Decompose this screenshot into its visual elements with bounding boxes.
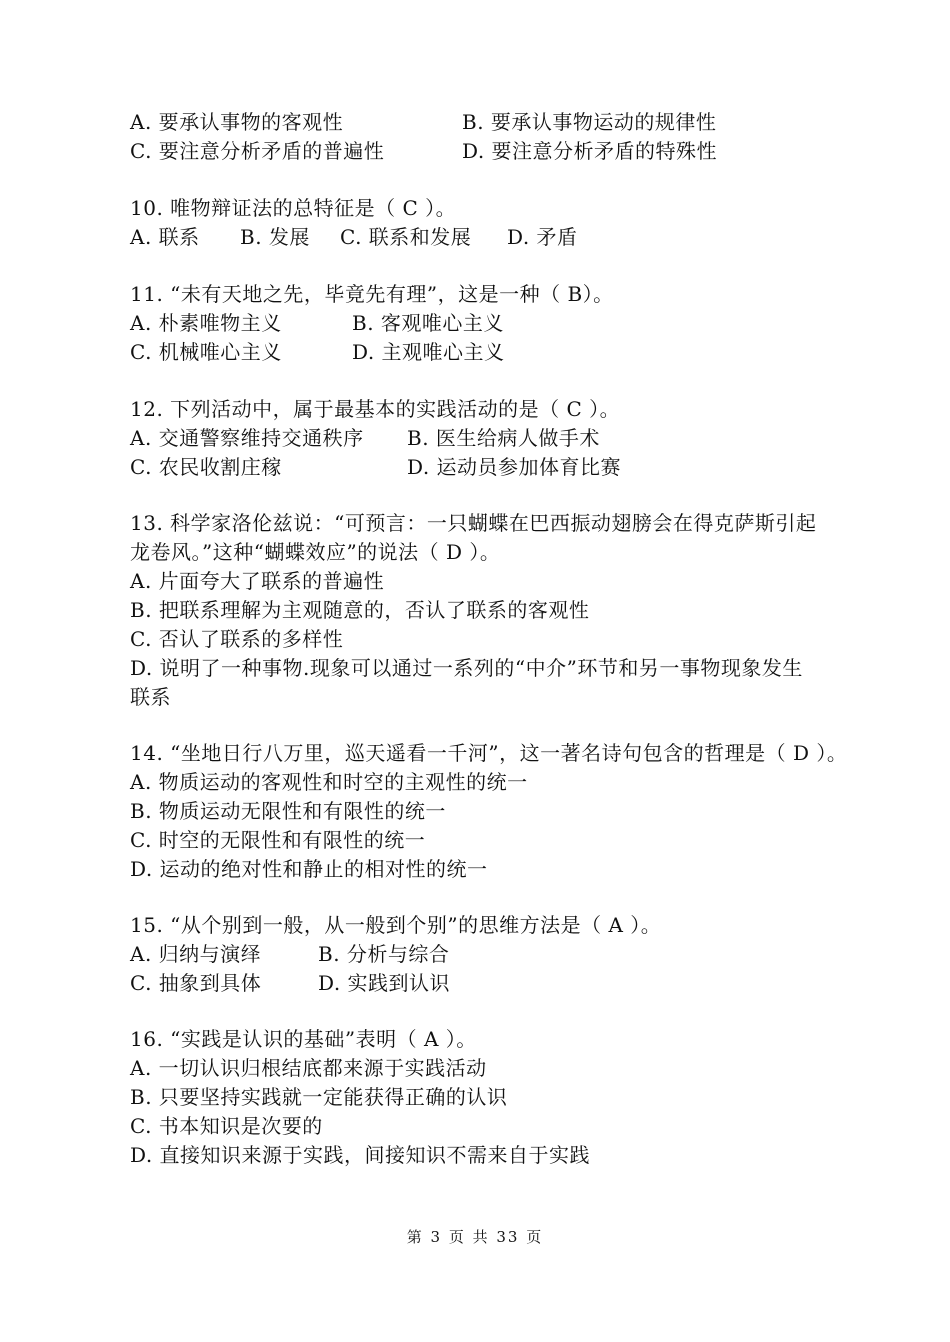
- q9-option-c: C. 要注意分析矛盾的普遍性: [130, 139, 385, 163]
- q12-option-b: B. 医生给病人做手术: [407, 426, 600, 450]
- q12-stem: 12. 下列活动中，属于最基本的实践活动的是（ C ）。: [130, 397, 621, 421]
- q15-option-d: D. 实践到认识: [318, 971, 451, 995]
- q10-stem: 10. 唯物辩证法的总特征是（ C ）。: [130, 196, 457, 220]
- q11-option-d: D. 主观唯心主义: [352, 340, 505, 364]
- q15-option-c: C. 抽象到具体: [130, 971, 262, 995]
- q10-option-a: A. 联系: [130, 225, 200, 249]
- q16-option-d: D. 直接知识来源于实践，间接知识不需来自于实践: [130, 1143, 591, 1167]
- q9-option-b: B. 要承认事物运动的规律性: [462, 110, 717, 134]
- page-number-footer: 第 3 页 共 33 页: [406, 1228, 544, 1246]
- q13-option-a: A. 片面夸大了联系的普遍性: [130, 569, 385, 593]
- q13-option-c: C. 否认了联系的多样性: [130, 627, 344, 651]
- q13-option-b: B. 把联系理解为主观随意的，否认了联系的客观性: [130, 598, 590, 622]
- q11-stem: 11. “未有天地之先，毕竟先有理”，这是一种（ B）。: [130, 282, 614, 306]
- q14-stem: 14. “坐地日行八万里，巡天遥看一千河”，这一著名诗句包含的哲理是（ D ）。: [130, 741, 848, 765]
- q11-option-b: B. 客观唯心主义: [352, 311, 504, 335]
- q15-stem: 15. “从个别到一般，从一般到个别”的思维方法是（ A ）。: [130, 913, 662, 937]
- q14-option-a: A. 物质运动的客观性和时空的主观性的统一: [130, 770, 528, 794]
- q16-stem: 16. “实践是认识的基础”表明（ A ）。: [130, 1027, 477, 1051]
- q16-option-c: C. 书本知识是次要的: [130, 1114, 323, 1138]
- q14-option-b: B. 物质运动无限性和有限性的统一: [130, 799, 446, 823]
- q11-option-c: C. 机械唯心主义: [130, 340, 282, 364]
- q12-option-d: D. 运动员参加体育比赛: [407, 455, 622, 479]
- q10-option-b: B. 发展: [240, 225, 310, 249]
- q12-option-a: A. 交通警察维持交通秩序: [130, 426, 364, 450]
- q10-option-c: C. 联系和发展: [340, 225, 472, 249]
- q13-option-d-continued: 联系: [130, 685, 171, 709]
- q13-stem-line2: 龙卷风。”这种“蝴蝶效应”的说法（ D ）。: [130, 540, 501, 564]
- q16-option-b: B. 只要坚持实践就一定能获得正确的认识: [130, 1085, 508, 1109]
- q15-option-b: B. 分析与综合: [318, 942, 450, 966]
- q14-option-c: C. 时空的无限性和有限性的统一: [130, 828, 426, 852]
- q11-option-a: A. 朴素唯物主义: [130, 311, 282, 335]
- q16-option-a: A. 一切认识归根结底都来源于实践活动: [130, 1056, 487, 1080]
- q13-option-d: D. 说明了一种事物.现象可以通过一系列的“中介”环节和另一事物现象发生: [130, 656, 803, 680]
- q14-option-d: D. 运动的绝对性和静止的相对性的统一: [130, 857, 488, 881]
- q9-option-d: D. 要注意分析矛盾的特殊性: [462, 139, 718, 163]
- q15-option-a: A. 归纳与演绎: [130, 942, 262, 966]
- q10-option-d: D. 矛盾: [507, 225, 578, 249]
- q12-option-c: C. 农民收割庄稼: [130, 455, 282, 479]
- q9-option-a: A. 要承认事物的客观性: [130, 110, 344, 134]
- q13-stem-line1: 13. 科学家洛伦兹说：“可预言：一只蝴蝶在巴西振动翅膀会在得克萨斯引起: [130, 511, 817, 535]
